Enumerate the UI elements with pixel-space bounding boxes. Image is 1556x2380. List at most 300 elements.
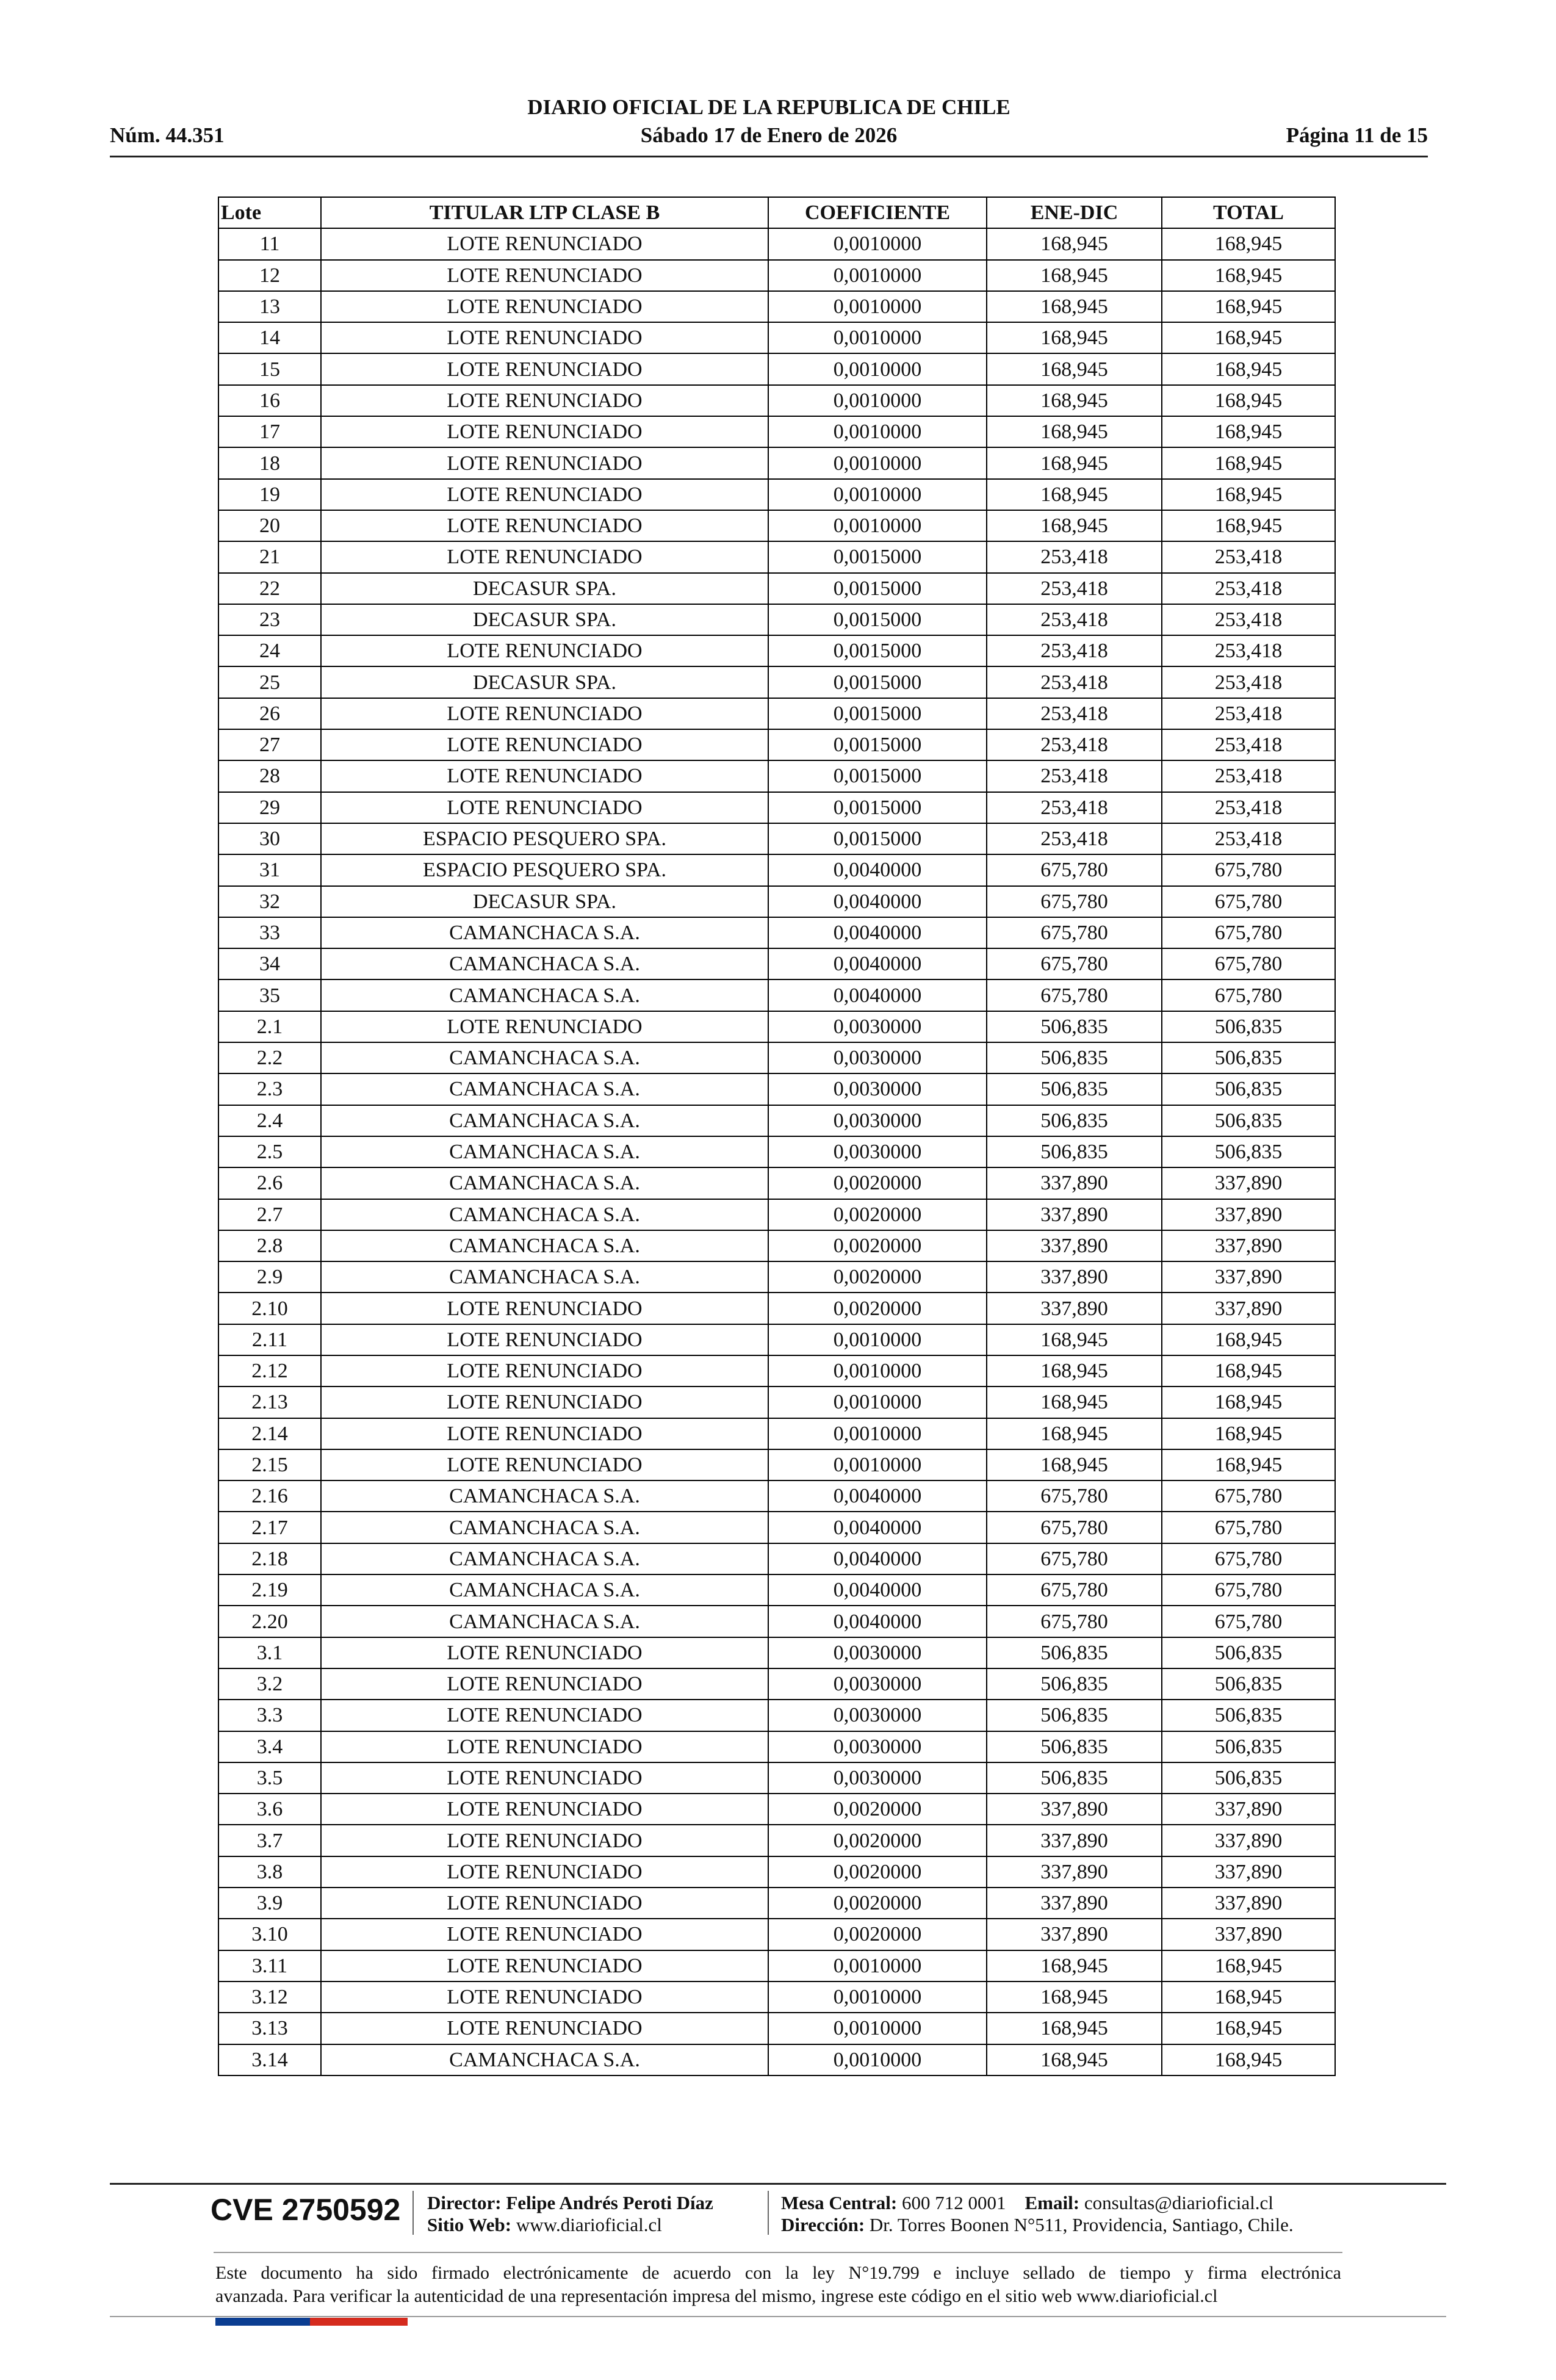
cell-coeficiente: 0,0040000 — [768, 886, 987, 917]
table-row — [218, 479, 1335, 510]
table-row — [218, 1668, 1335, 1700]
table-row — [218, 1011, 1335, 1042]
cell-coeficiente: 0,0010000 — [768, 510, 987, 541]
cell-coeficiente: 0,0040000 — [768, 948, 987, 979]
cell-ene-dic: 675,780 — [987, 1574, 1162, 1606]
table-row — [218, 886, 1335, 917]
cell-total: 337,890 — [1162, 1856, 1335, 1888]
cell-lote: 17 — [218, 416, 321, 447]
cell-lote: 3.5 — [218, 1762, 321, 1794]
table-row — [218, 416, 1335, 447]
cell-coeficiente: 0,0010000 — [768, 1387, 987, 1418]
cell-titular: LOTE RENUNCIADO — [321, 1637, 768, 1668]
cell-total: 253,418 — [1162, 729, 1335, 760]
cell-total: 506,835 — [1162, 1731, 1335, 1762]
cell-ene-dic: 168,945 — [987, 291, 1162, 322]
cell-total: 506,835 — [1162, 1637, 1335, 1668]
mesa-label: Mesa Central: — [781, 2192, 898, 2213]
cell-coeficiente: 0,0010000 — [768, 228, 987, 259]
cell-lote: 3.7 — [218, 1825, 321, 1856]
cell-lote: 2.12 — [218, 1355, 321, 1387]
table-row — [218, 1606, 1335, 1637]
cell-ene-dic: 253,418 — [987, 698, 1162, 729]
cell-ene-dic: 168,945 — [987, 1324, 1162, 1355]
cell-total: 168,945 — [1162, 1982, 1335, 2013]
cell-total: 675,780 — [1162, 979, 1335, 1011]
table-row — [218, 1762, 1335, 1794]
cell-coeficiente: 0,0010000 — [768, 479, 987, 510]
cell-coeficiente: 0,0010000 — [768, 385, 987, 416]
table-row — [218, 1700, 1335, 1731]
cell-coeficiente: 0,0010000 — [768, 322, 987, 353]
table-row — [218, 291, 1335, 322]
cell-total: 337,890 — [1162, 1888, 1335, 1919]
cell-lote: 27 — [218, 729, 321, 760]
cell-ene-dic: 337,890 — [987, 1261, 1162, 1293]
cell-ene-dic: 168,945 — [987, 2013, 1162, 2044]
table-row — [218, 2013, 1335, 2044]
cell-titular: LOTE RENUNCIADO — [321, 698, 768, 729]
cell-total: 168,945 — [1162, 1324, 1335, 1355]
legal-notice-line-2: avanzada. Para verificar la autenticidad de una representación impresa del mismo, ingrese este código en el sitio web www.diarioficial.cl — [215, 2286, 1218, 2306]
legal-notice-line-1: Este documento ha sido firmado electrónicamente de acuerdo con la ley N°19.799 e incluye sellado de tiempo y firma electrónica — [215, 2263, 1341, 2283]
cell-titular: CAMANCHACA S.A. — [321, 1230, 768, 1261]
cell-lote: 12 — [218, 260, 321, 291]
footer-director-block — [427, 2192, 713, 2236]
cell-total: 337,890 — [1162, 1825, 1335, 1856]
cell-ene-dic: 675,780 — [987, 854, 1162, 885]
cell-coeficiente: 0,0040000 — [768, 1574, 987, 1606]
cell-lote: 2.20 — [218, 1606, 321, 1637]
cell-lote: 34 — [218, 948, 321, 979]
cell-titular: LOTE RENUNCIADO — [321, 385, 768, 416]
cell-titular: CAMANCHACA S.A. — [321, 917, 768, 948]
cell-titular: DECASUR SPA. — [321, 886, 768, 917]
cell-lote: 2.1 — [218, 1011, 321, 1042]
cell-titular: LOTE RENUNCIADO — [321, 416, 768, 447]
cell-coeficiente: 0,0015000 — [768, 792, 987, 823]
cell-ene-dic: 337,890 — [987, 1919, 1162, 1950]
cell-titular: LOTE RENUNCIADO — [321, 1856, 768, 1888]
cell-total: 337,890 — [1162, 1293, 1335, 1324]
cell-titular: LOTE RENUNCIADO — [321, 541, 768, 572]
cell-lote: 24 — [218, 635, 321, 666]
cell-total: 506,835 — [1162, 1668, 1335, 1700]
table-row — [218, 353, 1335, 384]
cell-ene-dic: 506,835 — [987, 1700, 1162, 1731]
cell-total: 168,945 — [1162, 322, 1335, 353]
cve-code: CVE 2750592 — [211, 2193, 401, 2227]
cell-lote: 25 — [218, 666, 321, 698]
cell-coeficiente: 0,0020000 — [768, 1888, 987, 1919]
cell-ene-dic: 168,945 — [987, 1387, 1162, 1418]
cell-titular: LOTE RENUNCIADO — [321, 322, 768, 353]
cell-lote: 2.15 — [218, 1449, 321, 1480]
cell-total: 253,418 — [1162, 635, 1335, 666]
cell-ene-dic: 675,780 — [987, 1480, 1162, 1512]
table-row — [218, 1480, 1335, 1512]
header-ene-dic: ENE-DIC — [987, 197, 1162, 228]
cell-total: 675,780 — [1162, 1543, 1335, 1574]
table-row — [218, 1355, 1335, 1387]
cell-ene-dic: 337,890 — [987, 1199, 1162, 1230]
cell-lote: 31 — [218, 854, 321, 885]
director-name: Felipe Andrés Peroti Díaz — [506, 2192, 713, 2213]
cell-ene-dic: 168,945 — [987, 353, 1162, 384]
table-row — [218, 1105, 1335, 1136]
website-link[interactable]: www.diarioficial.cl — [516, 2214, 662, 2235]
cell-total: 506,835 — [1162, 1042, 1335, 1073]
cell-ene-dic: 675,780 — [987, 886, 1162, 917]
table-row — [218, 979, 1335, 1011]
cell-coeficiente: 0,0030000 — [768, 1668, 987, 1700]
cell-total: 675,780 — [1162, 886, 1335, 917]
cell-coeficiente: 0,0030000 — [768, 1136, 987, 1167]
cell-ene-dic: 337,890 — [987, 1825, 1162, 1856]
cell-coeficiente: 0,0010000 — [768, 447, 987, 478]
cell-lote: 28 — [218, 760, 321, 792]
cell-titular: CAMANCHACA S.A. — [321, 1543, 768, 1574]
cell-ene-dic: 506,835 — [987, 1637, 1162, 1668]
cell-lote: 22 — [218, 573, 321, 604]
cell-coeficiente: 0,0010000 — [768, 416, 987, 447]
cell-coeficiente: 0,0010000 — [768, 353, 987, 384]
cell-total: 168,945 — [1162, 260, 1335, 291]
table-row — [218, 729, 1335, 760]
cell-lote: 14 — [218, 322, 321, 353]
cell-total: 168,945 — [1162, 1449, 1335, 1480]
cell-coeficiente: 0,0015000 — [768, 698, 987, 729]
cell-total: 253,418 — [1162, 760, 1335, 792]
cell-titular: LOTE RENUNCIADO — [321, 1982, 768, 2013]
address-text: Dr. Torres Boonen N°511, Providencia, Santiago, Chile. — [869, 2214, 1294, 2235]
cell-titular: LOTE RENUNCIADO — [321, 1919, 768, 1950]
cell-total: 253,418 — [1162, 541, 1335, 572]
cell-lote: 2.7 — [218, 1199, 321, 1230]
cell-titular: LOTE RENUNCIADO — [321, 260, 768, 291]
table-row — [218, 760, 1335, 792]
cell-lote: 33 — [218, 917, 321, 948]
cell-lote: 13 — [218, 291, 321, 322]
cell-total: 675,780 — [1162, 854, 1335, 885]
cell-ene-dic: 253,418 — [987, 729, 1162, 760]
cell-coeficiente: 0,0010000 — [768, 1950, 987, 1982]
cell-ene-dic: 337,890 — [987, 1794, 1162, 1825]
cell-lote: 3.4 — [218, 1731, 321, 1762]
table-row — [218, 604, 1335, 635]
cell-ene-dic: 253,418 — [987, 604, 1162, 635]
cell-coeficiente: 0,0030000 — [768, 1011, 987, 1042]
cell-coeficiente: 0,0010000 — [768, 1355, 987, 1387]
cell-lote: 3.12 — [218, 1982, 321, 2013]
cell-titular: CAMANCHACA S.A. — [321, 1136, 768, 1167]
cell-coeficiente: 0,0015000 — [768, 541, 987, 572]
cell-coeficiente: 0,0020000 — [768, 1293, 987, 1324]
cell-total: 506,835 — [1162, 1762, 1335, 1794]
lots-table-container — [218, 197, 1334, 2076]
email-link[interactable]: consultas@diarioficial.cl — [1084, 2192, 1273, 2213]
cell-titular: CAMANCHACA S.A. — [321, 1042, 768, 1073]
cell-coeficiente: 0,0020000 — [768, 1794, 987, 1825]
cell-titular: LOTE RENUNCIADO — [321, 353, 768, 384]
cell-total: 168,945 — [1162, 385, 1335, 416]
cell-coeficiente: 0,0015000 — [768, 729, 987, 760]
flag-stripe-blue — [215, 2318, 310, 2326]
table-row — [218, 1512, 1335, 1543]
cell-total: 337,890 — [1162, 1919, 1335, 1950]
cell-lote: 15 — [218, 353, 321, 384]
cell-titular: LOTE RENUNCIADO — [321, 760, 768, 792]
cell-titular: LOTE RENUNCIADO — [321, 1324, 768, 1355]
table-row — [218, 322, 1335, 353]
cell-lote: 19 — [218, 479, 321, 510]
cell-lote: 32 — [218, 886, 321, 917]
cell-lote: 3.8 — [218, 1856, 321, 1888]
cell-titular: CAMANCHACA S.A. — [321, 1105, 768, 1136]
cell-total: 168,945 — [1162, 291, 1335, 322]
email-label: Email: — [1025, 2192, 1080, 2213]
header-coeficiente: COEFICIENTE — [768, 197, 987, 228]
header-divider — [110, 156, 1428, 157]
table-row — [218, 541, 1335, 572]
cell-lote: 35 — [218, 979, 321, 1011]
table-row — [218, 228, 1335, 259]
header-total: TOTAL — [1162, 197, 1335, 228]
cell-titular: DECASUR SPA. — [321, 666, 768, 698]
cell-lote: 2.17 — [218, 1512, 321, 1543]
cell-total: 253,418 — [1162, 792, 1335, 823]
cell-lote: 2.11 — [218, 1324, 321, 1355]
cell-ene-dic: 337,890 — [987, 1167, 1162, 1199]
cell-coeficiente: 0,0010000 — [768, 2044, 987, 2075]
cell-coeficiente: 0,0040000 — [768, 917, 987, 948]
cell-coeficiente: 0,0020000 — [768, 1919, 987, 1950]
cell-ene-dic: 253,418 — [987, 541, 1162, 572]
cell-lote: 26 — [218, 698, 321, 729]
cell-total: 337,890 — [1162, 1794, 1335, 1825]
cell-ene-dic: 506,835 — [987, 1011, 1162, 1042]
cell-titular: CAMANCHACA S.A. — [321, 1199, 768, 1230]
cell-coeficiente: 0,0030000 — [768, 1637, 987, 1668]
table-row — [218, 510, 1335, 541]
cell-ene-dic: 337,890 — [987, 1293, 1162, 1324]
cell-total: 506,835 — [1162, 1011, 1335, 1042]
table-row — [218, 1543, 1335, 1574]
table-row — [218, 854, 1335, 885]
header-titular: TITULAR LTP CLASE B — [321, 197, 768, 228]
table-row — [218, 1418, 1335, 1449]
table-row — [218, 823, 1335, 854]
cell-titular: LOTE RENUNCIADO — [321, 1449, 768, 1480]
cell-ene-dic: 253,418 — [987, 573, 1162, 604]
cell-ene-dic: 168,945 — [987, 1449, 1162, 1480]
cell-ene-dic: 253,418 — [987, 823, 1162, 854]
cell-ene-dic: 168,945 — [987, 510, 1162, 541]
table-row — [218, 573, 1335, 604]
cell-total: 168,945 — [1162, 1950, 1335, 1982]
table-row — [218, 1919, 1335, 1950]
cell-titular: CAMANCHACA S.A. — [321, 1073, 768, 1105]
cell-lote: 3.11 — [218, 1950, 321, 1982]
issue-number: Núm. 44.351 — [110, 123, 225, 147]
table-row — [218, 385, 1335, 416]
cell-lote: 11 — [218, 228, 321, 259]
cell-ene-dic: 506,835 — [987, 1668, 1162, 1700]
cell-ene-dic: 337,890 — [987, 1856, 1162, 1888]
table-row — [218, 447, 1335, 478]
cell-total: 337,890 — [1162, 1230, 1335, 1261]
cell-titular: LOTE RENUNCIADO — [321, 635, 768, 666]
cell-ene-dic: 675,780 — [987, 979, 1162, 1011]
table-row — [218, 260, 1335, 291]
cell-titular: LOTE RENUNCIADO — [321, 1355, 768, 1387]
cell-titular: DECASUR SPA. — [321, 573, 768, 604]
cell-total: 168,945 — [1162, 228, 1335, 259]
cell-coeficiente: 0,0030000 — [768, 1731, 987, 1762]
cell-total: 253,418 — [1162, 604, 1335, 635]
cell-total: 506,835 — [1162, 1136, 1335, 1167]
flag-stripe-red — [310, 2318, 408, 2326]
cell-titular: CAMANCHACA S.A. — [321, 2044, 768, 2075]
cell-total: 168,945 — [1162, 1387, 1335, 1418]
cell-ene-dic: 506,835 — [987, 1042, 1162, 1073]
cell-coeficiente: 0,0010000 — [768, 291, 987, 322]
cell-coeficiente: 0,0010000 — [768, 2013, 987, 2044]
footer-divider-mid — [214, 2252, 1342, 2253]
table-row — [218, 1731, 1335, 1762]
lots-table — [218, 197, 1336, 2076]
cell-ene-dic: 253,418 — [987, 635, 1162, 666]
cell-titular: CAMANCHACA S.A. — [321, 1167, 768, 1199]
table-row — [218, 1199, 1335, 1230]
cell-lote: 3.13 — [218, 2013, 321, 2044]
cell-lote: 3.6 — [218, 1794, 321, 1825]
cell-titular: LOTE RENUNCIADO — [321, 291, 768, 322]
page-header — [110, 92, 1428, 159]
cell-ene-dic: 506,835 — [987, 1105, 1162, 1136]
table-row — [218, 917, 1335, 948]
cell-coeficiente: 0,0020000 — [768, 1856, 987, 1888]
cell-titular: LOTE RENUNCIADO — [321, 479, 768, 510]
cell-coeficiente: 0,0010000 — [768, 1324, 987, 1355]
table-row — [218, 2044, 1335, 2075]
cell-ene-dic: 253,418 — [987, 760, 1162, 792]
cell-total: 168,945 — [1162, 479, 1335, 510]
cell-coeficiente: 0,0030000 — [768, 1762, 987, 1794]
cell-total: 168,945 — [1162, 2013, 1335, 2044]
cell-lote: 2.9 — [218, 1261, 321, 1293]
cell-coeficiente: 0,0040000 — [768, 1512, 987, 1543]
cell-lote: 2.4 — [218, 1105, 321, 1136]
table-row — [218, 1261, 1335, 1293]
cell-total: 253,418 — [1162, 698, 1335, 729]
cell-lote: 21 — [218, 541, 321, 572]
cell-titular: CAMANCHACA S.A. — [321, 1574, 768, 1606]
cell-coeficiente: 0,0040000 — [768, 1606, 987, 1637]
table-row — [218, 1888, 1335, 1919]
cell-lote: 2.19 — [218, 1574, 321, 1606]
cell-titular: LOTE RENUNCIADO — [321, 729, 768, 760]
cell-titular: LOTE RENUNCIADO — [321, 228, 768, 259]
mesa-phone: 600 712 0001 — [902, 2192, 1006, 2213]
table-row — [218, 666, 1335, 698]
cell-lote: 2.14 — [218, 1418, 321, 1449]
cell-ene-dic: 675,780 — [987, 1606, 1162, 1637]
cell-ene-dic: 168,945 — [987, 447, 1162, 478]
cell-lote: 3.3 — [218, 1700, 321, 1731]
cell-total: 337,890 — [1162, 1199, 1335, 1230]
cell-coeficiente: 0,0010000 — [768, 1449, 987, 1480]
page-number: Página 11 de 15 — [1286, 123, 1428, 147]
cell-total: 337,890 — [1162, 1261, 1335, 1293]
cell-coeficiente: 0,0020000 — [768, 1167, 987, 1199]
cell-titular: LOTE RENUNCIADO — [321, 1794, 768, 1825]
cell-total: 675,780 — [1162, 948, 1335, 979]
cell-titular: LOTE RENUNCIADO — [321, 510, 768, 541]
cell-titular: LOTE RENUNCIADO — [321, 1293, 768, 1324]
cell-titular: LOTE RENUNCIADO — [321, 447, 768, 478]
table-row — [218, 1387, 1335, 1418]
cell-lote: 29 — [218, 792, 321, 823]
cell-coeficiente: 0,0010000 — [768, 260, 987, 291]
cell-ene-dic: 168,945 — [987, 1950, 1162, 1982]
cell-lote: 3.10 — [218, 1919, 321, 1950]
cell-total: 506,835 — [1162, 1700, 1335, 1731]
cell-ene-dic: 337,890 — [987, 1888, 1162, 1919]
cell-lote: 3.2 — [218, 1668, 321, 1700]
footer-contact-block — [781, 2192, 1294, 2236]
cell-titular: ESPACIO PESQUERO SPA. — [321, 854, 768, 885]
cell-ene-dic: 337,890 — [987, 1230, 1162, 1261]
cell-titular: CAMANCHACA S.A. — [321, 948, 768, 979]
header-lote: Lote — [218, 197, 321, 228]
cell-titular: CAMANCHACA S.A. — [321, 979, 768, 1011]
cell-coeficiente: 0,0020000 — [768, 1230, 987, 1261]
cell-ene-dic: 168,945 — [987, 2044, 1162, 2075]
table-row — [218, 1825, 1335, 1856]
cell-ene-dic: 168,945 — [987, 416, 1162, 447]
cell-lote: 2.3 — [218, 1073, 321, 1105]
cell-titular: LOTE RENUNCIADO — [321, 1387, 768, 1418]
table-row — [218, 1574, 1335, 1606]
cell-lote: 23 — [218, 604, 321, 635]
table-row — [218, 1950, 1335, 1982]
cell-lote: 20 — [218, 510, 321, 541]
cell-total: 337,890 — [1162, 1167, 1335, 1199]
cell-total: 675,780 — [1162, 917, 1335, 948]
cell-titular: LOTE RENUNCIADO — [321, 1762, 768, 1794]
cell-coeficiente: 0,0015000 — [768, 573, 987, 604]
cell-ene-dic: 168,945 — [987, 260, 1162, 291]
cell-total: 675,780 — [1162, 1574, 1335, 1606]
cell-lote: 2.6 — [218, 1167, 321, 1199]
table-row — [218, 1794, 1335, 1825]
cell-ene-dic: 168,945 — [987, 385, 1162, 416]
table-header-row — [218, 197, 1335, 228]
cell-titular: LOTE RENUNCIADO — [321, 2013, 768, 2044]
cell-ene-dic: 168,945 — [987, 479, 1162, 510]
cell-lote: 2.13 — [218, 1387, 321, 1418]
cell-coeficiente: 0,0020000 — [768, 1199, 987, 1230]
cell-total: 506,835 — [1162, 1105, 1335, 1136]
cell-lote: 30 — [218, 823, 321, 854]
cell-total: 168,945 — [1162, 353, 1335, 384]
cell-coeficiente: 0,0015000 — [768, 604, 987, 635]
cell-ene-dic: 506,835 — [987, 1136, 1162, 1167]
cell-total: 675,780 — [1162, 1512, 1335, 1543]
cell-total: 168,945 — [1162, 1418, 1335, 1449]
cell-titular: CAMANCHACA S.A. — [321, 1261, 768, 1293]
